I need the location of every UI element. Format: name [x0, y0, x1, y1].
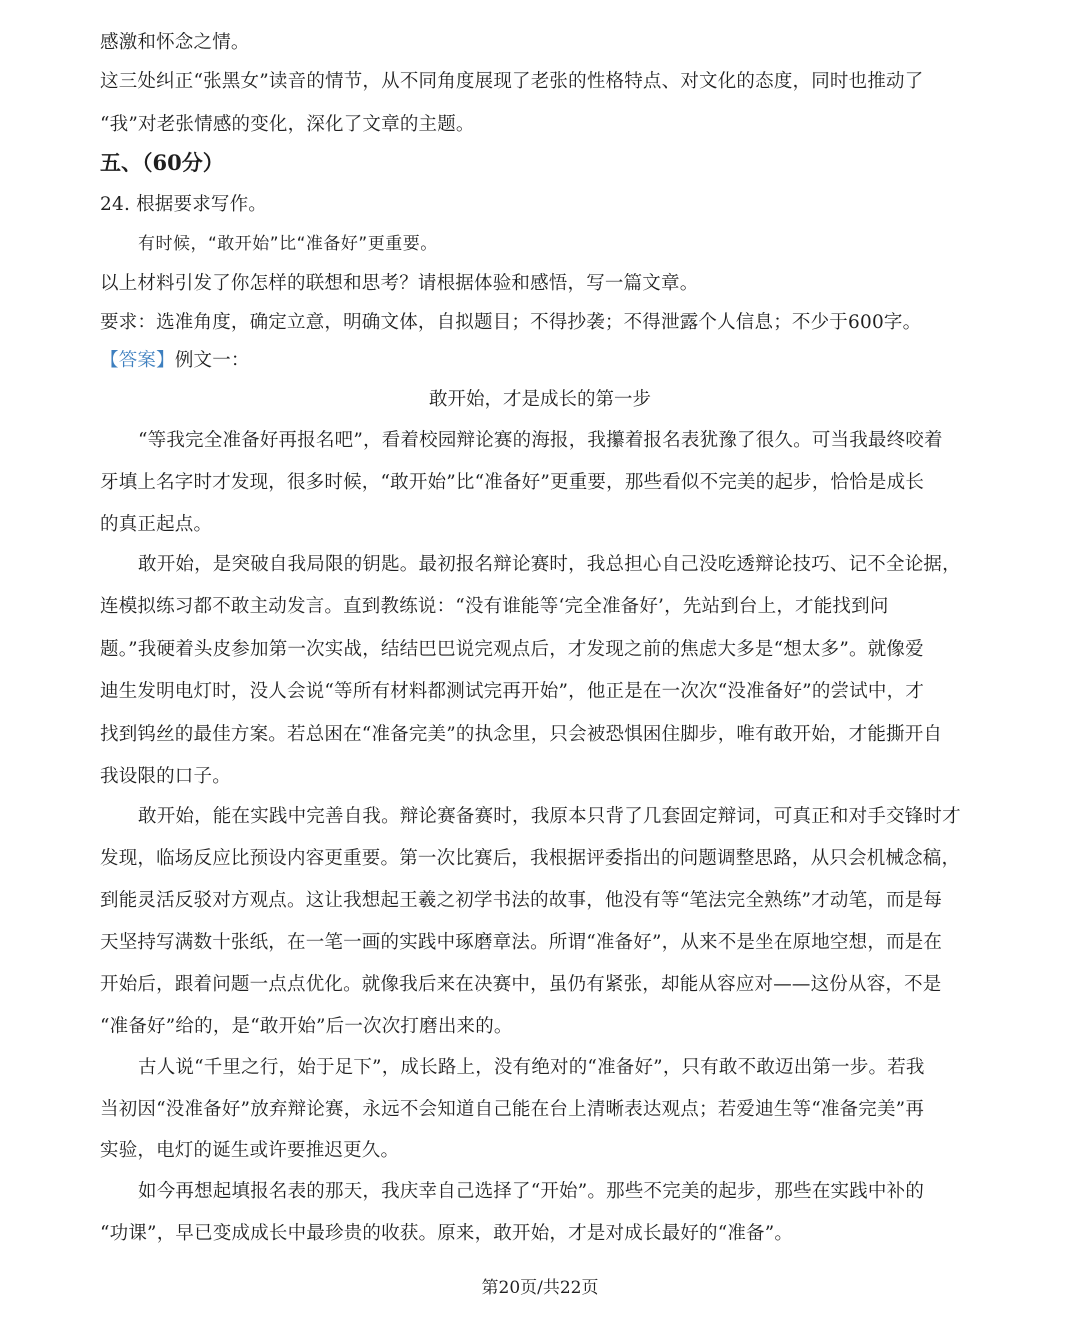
- answer-tag: 【答案】: [100, 350, 175, 371]
- essay-line: 的真正起点。: [100, 514, 213, 535]
- prev-answer-line-2: 这三处纠正“张黑女”读音的情节，从不同角度展现了老张的性格特点、对文化的态度，同时也推动了: [100, 71, 924, 92]
- essay-line: 牙填上名字时才发现，很多时候，“敢开始”比“准备好”更重要，那些看似不完美的起步，恰恰是成长: [100, 472, 925, 493]
- section-heading: 五、（60分）: [100, 150, 224, 175]
- question-label: 24. 根据要求写作。: [100, 194, 268, 215]
- question-requirements: 要求：选准角度，确定立意，明确文体，自拟题目；不得抄袭；不得泄露个人信息；不少于600字。: [100, 312, 922, 333]
- essay-line: 找到钨丝的最佳方案。若总困在“准备完美”的执念里，只会被恐惧困住脚步，唯有敢开始，才能撕开自: [100, 724, 943, 745]
- essay-line: 题。”我硬着头皮参加第一次实战，结结巴巴说完观点后，才发现之前的焦虑大多是“想太多”。就像爱: [100, 639, 924, 660]
- essay-line: 开始后，跟着问题一点点优化。就像我后来在决赛中，虽仍有紧张，却能从容应对——这份从容，不是: [100, 974, 942, 995]
- page-number: 第20页/共22页: [481, 1278, 599, 1298]
- essay-line: 天坚持写满数十张纸，在一笔一画的实践中琢磨章法。所谓“准备好”，从来不是坐在原地空想，而是在: [100, 932, 943, 953]
- essay-line: 敢开始，是突破自我局限的钥匙。最初报名辩论赛时，我总担心自己没吃透辩论技巧、记不全论据，: [138, 554, 961, 575]
- essay-line: 到能灵活反驳对方观点。这让我想起王羲之初学书法的故事，他没有等“笔法完全熟练”才动笔，而是每: [100, 890, 943, 911]
- prev-answer-line-1: 感激和怀念之情。: [100, 32, 250, 53]
- essay-line: 如今再想起填报名表的那天，我庆幸自己选择了“开始”。那些不完美的起步，那些在实践中补的: [138, 1181, 925, 1202]
- essay-line: 敢开始，能在实践中完善自我。辩论赛备赛时，我原本只背了几套固定辩词，可真正和对手交锋时才: [138, 806, 961, 827]
- essay-title: 敢开始，才是成长的第一步: [428, 389, 651, 410]
- prev-answer-line-3: “我”对老张情感的变化，深化了文章的主题。: [100, 114, 475, 135]
- essay-line: 当初因“没准备好”放弃辩论赛，永远不会知道自己能在台上清晰表达观点；若爱迪生等“准备完美”再: [100, 1099, 925, 1120]
- essay-line: “等我完全准备好再报名吧”，看着校园辩论赛的海报，我攥着报名表犹豫了很久。可当我最终咬着: [138, 430, 943, 451]
- essay-line: 迪生发明电灯时，没人会说“等所有材料都测试完再开始”，他正是在一次次“没准备好”的尝试中，才: [100, 681, 925, 702]
- question-prompt: 有时候，“敢开始”比“准备好”更重要。: [138, 234, 438, 254]
- essay-line: “准备好”给的，是“敢开始”后一次次打磨出来的。: [100, 1016, 513, 1037]
- answer-label: 例文一：: [174, 350, 250, 371]
- essay-line: 发现，临场反应比预设内容更重要。第一次比赛后，我根据评委指出的问题调整思路，从只会机械念稿，: [100, 848, 961, 869]
- essay-line: 古人说“千里之行，始于足下”，成长路上，没有绝对的“准备好”，只有敢不敢迈出第一步。若我: [138, 1057, 925, 1078]
- answer-label-row: [100, 349, 980, 373]
- essay-line: “功课”，早已变成成长中最珍贵的收获。原来，敢开始，才是对成长最好的“准备”。: [100, 1223, 794, 1244]
- essay-line: 我设限的口子。: [100, 766, 231, 787]
- question-instruction: 以上材料引发了你怎样的联想和思考？请根据体验和感悟，写一篇文章。: [100, 273, 699, 294]
- essay-line: 实验，电灯的诞生或许要推迟更久。: [100, 1140, 400, 1161]
- essay-line: 连模拟练习都不敢主动发言。直到教练说：“没有谁能等‘完全准备好’，先站到台上，才能找到问: [100, 596, 889, 617]
